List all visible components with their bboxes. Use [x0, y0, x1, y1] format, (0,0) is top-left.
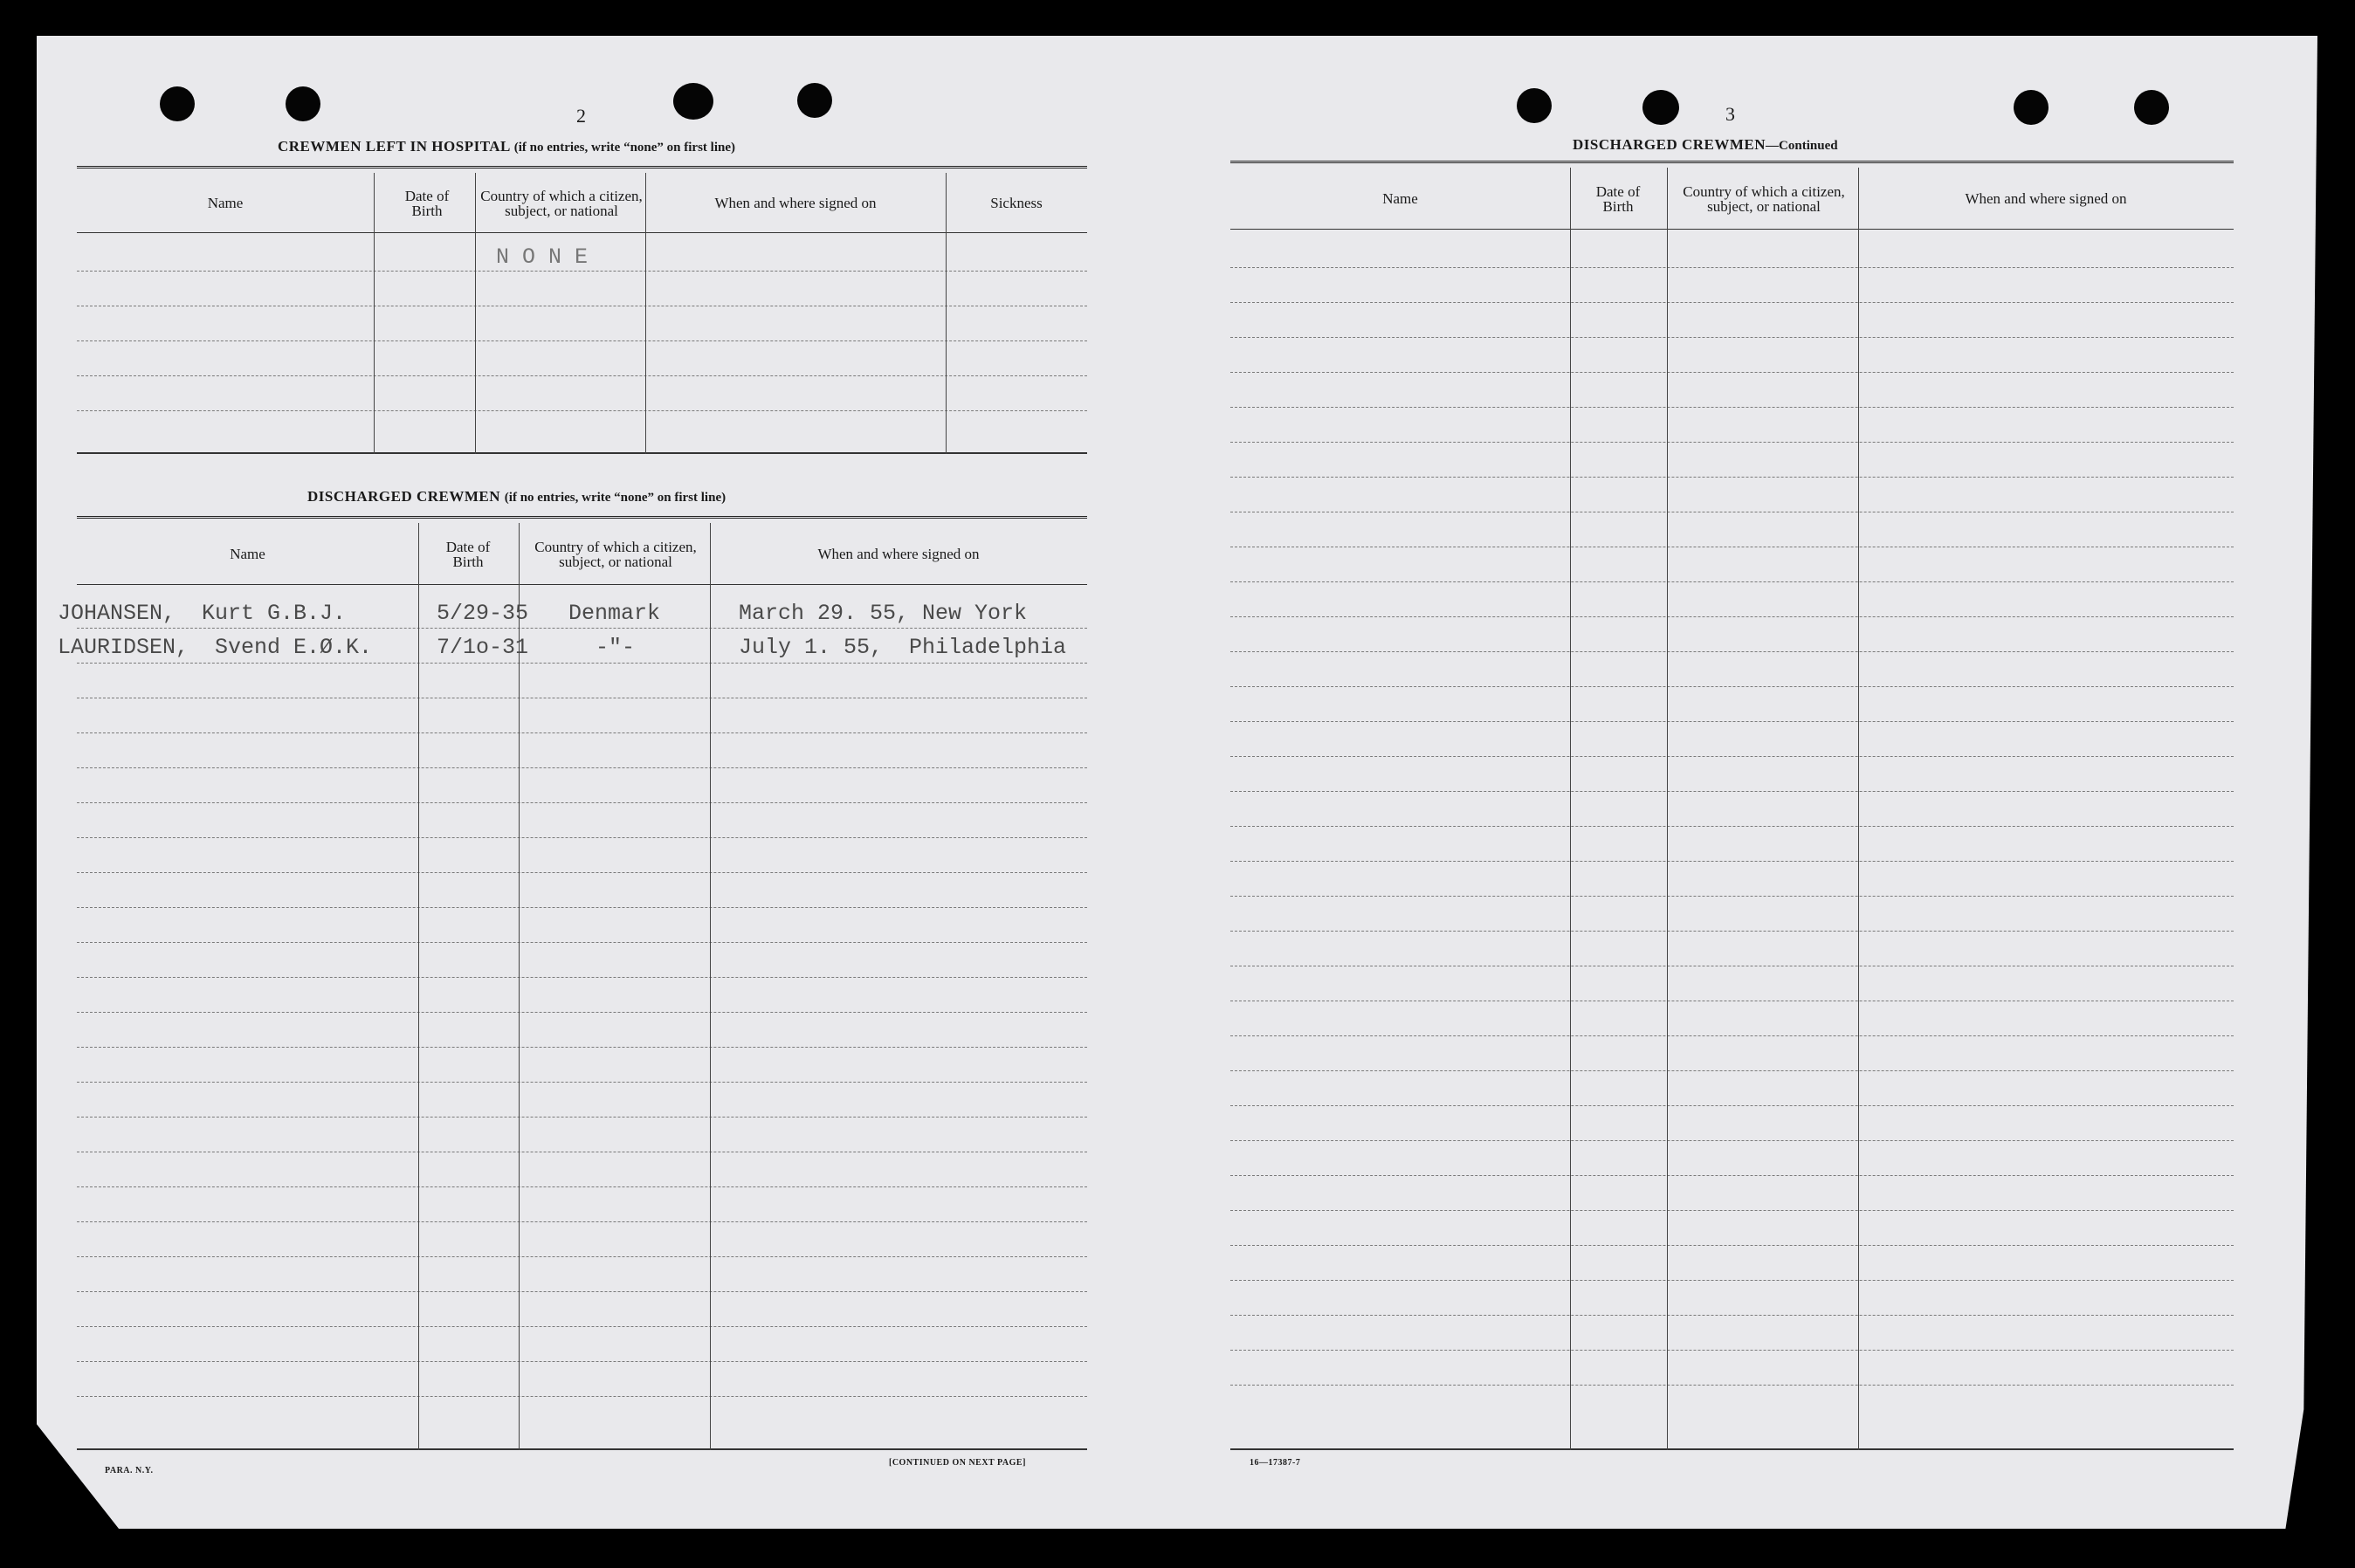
crew-row-2-country: -"-: [596, 635, 636, 660]
col-header-signed-on: When and where signed on: [714, 194, 877, 211]
punch-hole: [2014, 90, 2049, 125]
col-header-date-of-birth: Date of Birth: [1595, 183, 1641, 215]
col-header-date-of-birth: Date of Birth: [445, 539, 491, 570]
punch-hole: [673, 83, 713, 120]
col-header-signed-on: When and where signed on: [1965, 189, 2127, 207]
hospital-table: [77, 166, 1087, 458]
footer-printer-mark: PARA. N.Y.: [105, 1466, 154, 1475]
crew-row-1-name: JOHANSEN, Kurt G.B.J.: [58, 601, 347, 626]
col-header-name: Name: [207, 194, 244, 211]
discharged-continued-title: [1573, 136, 1838, 154]
punch-hole: [1517, 88, 1552, 123]
discharged-title-text: DISCHARGED CREWMEN: [307, 488, 501, 505]
punch-hole: [286, 86, 320, 121]
col-header-country: Country of which a citizen, subject, or national: [480, 188, 643, 219]
punch-hole: [1642, 90, 1679, 125]
discharged-continued-title-text: DISCHARGED CREWMEN: [1573, 136, 1766, 153]
col-header-country: Country of which a citizen, subject, or national: [1683, 183, 1845, 215]
crew-row-1-country: Denmark: [568, 601, 661, 626]
crew-row-2-signed-on: July 1. 55, Philadelphia: [739, 635, 1067, 660]
punch-hole: [797, 83, 832, 118]
page-number: 3: [1725, 103, 1735, 125]
page-number: 2: [576, 105, 586, 127]
hospital-title-text: CREWMEN LEFT IN HOSPITAL: [278, 138, 510, 155]
col-header-sickness: Sickness: [990, 194, 1043, 211]
punch-hole: [160, 86, 195, 121]
discharged-instruction: (if no entries, write “none” on first line): [504, 491, 726, 505]
hospital-entry-none: N O N E: [496, 244, 589, 270]
hospital-instruction: (if no entries, write “none” on first line): [513, 141, 735, 155]
crew-row-1-dob: 5/29-35: [437, 601, 529, 626]
col-header-name: Name: [1382, 189, 1418, 207]
punch-hole: [2134, 90, 2169, 125]
continued-suffix: —Continued: [1766, 139, 1838, 153]
footer-continued-note: [CONTINUED ON NEXT PAGE]: [889, 1458, 1026, 1468]
discharged-section-title: [307, 488, 726, 505]
crew-row-2-dob: 7/1o-31: [437, 635, 529, 660]
footer-form-number: 16—17387-7: [1250, 1458, 1301, 1468]
col-header-country: Country of which a citizen, subject, or national: [534, 539, 697, 570]
hospital-section-title: [278, 138, 735, 155]
col-header-date-of-birth: Date of Birth: [404, 188, 450, 219]
crew-row-1-signed-on: March 29. 55, New York: [739, 601, 1028, 626]
col-header-name: Name: [230, 545, 265, 562]
col-header-signed-on: When and where signed on: [817, 545, 980, 562]
crew-row-2-name: LAURIDSEN, Svend E.Ø.K.: [58, 635, 373, 660]
discharged-continued-table: [1230, 161, 2234, 1455]
